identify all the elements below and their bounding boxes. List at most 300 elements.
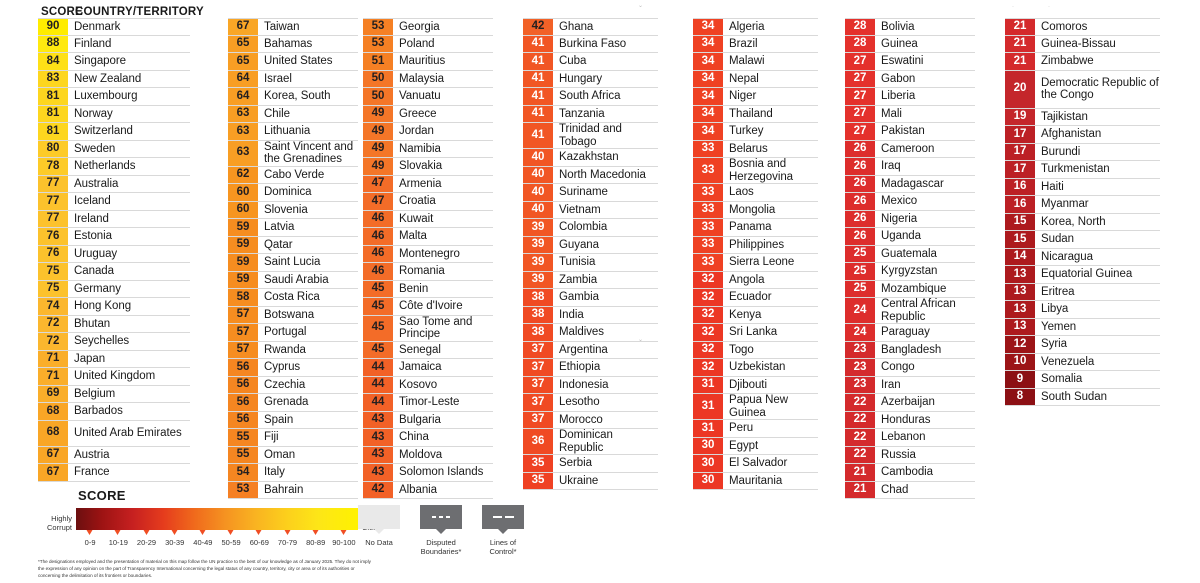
- table-row[interactable]: [845, 324, 975, 342]
- table-row[interactable]: [845, 482, 975, 500]
- swatch-label-disputed: Disputed Boundaries*: [420, 538, 462, 556]
- score-column-6: [845, 0, 975, 499]
- table-row[interactable]: [1005, 301, 1160, 319]
- table-row[interactable]: [363, 106, 493, 124]
- table-row[interactable]: [693, 307, 818, 325]
- score-cell: 22: [845, 447, 875, 464]
- table-row[interactable]: [845, 193, 975, 211]
- table-row[interactable]: [38, 447, 190, 465]
- table-row[interactable]: [845, 246, 975, 264]
- table-row[interactable]: [1005, 161, 1160, 179]
- table-row[interactable]: [363, 377, 493, 395]
- table-row[interactable]: [1005, 144, 1160, 162]
- table-row[interactable]: [363, 359, 493, 377]
- score-cell: 34: [693, 53, 723, 70]
- table-row[interactable]: [523, 394, 658, 412]
- table-row[interactable]: [38, 106, 190, 124]
- country-cell: Uganda: [881, 230, 921, 243]
- country-cell: Bahrain: [264, 483, 304, 496]
- country-cell: Guinea-Bissau: [1041, 37, 1116, 50]
- country-cell: Eritrea: [1041, 285, 1075, 298]
- country-cell: Oman: [264, 448, 296, 461]
- score-cell: 34: [693, 36, 723, 53]
- table-row[interactable]: [693, 71, 818, 89]
- country-cell: Slovakia: [399, 160, 443, 173]
- table-row[interactable]: [523, 202, 658, 220]
- table-row[interactable]: [228, 53, 358, 71]
- disputed-boundaries-icon: [420, 505, 462, 529]
- legend-tick: [256, 530, 262, 535]
- country-cell: Guatemala: [881, 247, 937, 260]
- table-row[interactable]: [38, 351, 190, 369]
- table-row[interactable]: [228, 307, 358, 325]
- country-cell: Trinidad and Tobago: [559, 123, 622, 148]
- table-row[interactable]: [845, 36, 975, 54]
- table-row[interactable]: [845, 377, 975, 395]
- score-cell: 13: [1005, 284, 1035, 301]
- score-cell: 81: [38, 106, 68, 123]
- country-cell: Uruguay: [74, 247, 118, 260]
- legend-tick-label: 10-19: [108, 538, 128, 547]
- table-row[interactable]: [38, 228, 190, 246]
- table-row[interactable]: [228, 429, 358, 447]
- table-row[interactable]: [693, 219, 818, 237]
- table-row[interactable]: [1005, 266, 1160, 284]
- table-row[interactable]: [523, 53, 658, 71]
- table-row[interactable]: [38, 316, 190, 334]
- score-cell: 41: [523, 36, 553, 53]
- table-row[interactable]: [1005, 126, 1160, 144]
- table-row[interactable]: [1005, 336, 1160, 354]
- table-row[interactable]: [363, 123, 493, 141]
- score-cell: 26: [845, 158, 875, 175]
- table-row[interactable]: [845, 141, 975, 159]
- table-row[interactable]: [363, 246, 493, 264]
- score-cell: 9: [1005, 371, 1035, 388]
- table-row[interactable]: [228, 272, 358, 290]
- table-row[interactable]: [1005, 18, 1160, 36]
- table-row[interactable]: [38, 281, 190, 299]
- table-row[interactable]: [228, 184, 358, 202]
- table-row[interactable]: [363, 53, 493, 71]
- table-row[interactable]: [845, 123, 975, 141]
- score-cell: 57: [228, 307, 258, 324]
- country-cell: Israel: [264, 72, 292, 85]
- score-cell: 13: [1005, 319, 1035, 336]
- score-cell: 27: [845, 106, 875, 123]
- score-cell: 40: [523, 184, 553, 201]
- score-cell: 50: [363, 88, 393, 105]
- table-row[interactable]: [693, 455, 818, 473]
- score-cell: 44: [363, 377, 393, 394]
- country-cell: Costa Rica: [264, 291, 320, 304]
- score-cell: 40: [523, 202, 553, 219]
- table-row[interactable]: [523, 106, 658, 124]
- score-cell: 36: [523, 429, 553, 454]
- table-row[interactable]: [523, 412, 658, 430]
- table-row[interactable]: [693, 359, 818, 377]
- table-row[interactable]: [523, 272, 658, 290]
- country-cell: Algeria: [729, 20, 765, 33]
- score-rows: [228, 18, 358, 499]
- table-row[interactable]: [228, 88, 358, 106]
- table-row[interactable]: [363, 228, 493, 246]
- table-row[interactable]: [1005, 214, 1160, 232]
- table-row[interactable]: [363, 193, 493, 211]
- table-row[interactable]: [228, 141, 358, 167]
- table-row[interactable]: [228, 71, 358, 89]
- country-cell: Vietnam: [559, 203, 601, 216]
- country-cell: Norway: [74, 107, 113, 120]
- table-row[interactable]: [693, 88, 818, 106]
- decorative-mark-4: ⌄: [638, 337, 644, 343]
- table-row[interactable]: [523, 289, 658, 307]
- table-row[interactable]: [38, 71, 190, 89]
- table-row[interactable]: [228, 447, 358, 465]
- country-cell: Togo: [729, 343, 754, 356]
- score-cell: 81: [38, 88, 68, 105]
- table-row[interactable]: [363, 158, 493, 176]
- table-row[interactable]: [845, 447, 975, 465]
- country-cell: Singapore: [74, 55, 126, 68]
- table-row[interactable]: [693, 18, 818, 36]
- table-row[interactable]: [693, 254, 818, 272]
- table-row[interactable]: [363, 298, 493, 316]
- table-row[interactable]: [693, 342, 818, 360]
- table-row[interactable]: [363, 429, 493, 447]
- country-cell: Turkey: [729, 125, 764, 138]
- table-row[interactable]: [363, 71, 493, 89]
- table-row[interactable]: [38, 386, 190, 404]
- table-row[interactable]: [523, 455, 658, 473]
- score-cell: 59: [228, 254, 258, 271]
- country-cell: Tunisia: [559, 256, 596, 269]
- table-row[interactable]: [1005, 249, 1160, 267]
- table-row[interactable]: [228, 289, 358, 307]
- score-cell: 58: [228, 289, 258, 306]
- table-row[interactable]: [228, 123, 358, 141]
- country-cell: Turkmenistan: [1041, 163, 1110, 176]
- table-row[interactable]: [228, 324, 358, 342]
- score-cell: 30: [693, 473, 723, 490]
- table-row[interactable]: [523, 167, 658, 185]
- score-cell: 21: [1005, 36, 1035, 53]
- score-cell: 37: [523, 412, 553, 429]
- score-cell: 26: [845, 211, 875, 228]
- legend-tick: [115, 530, 121, 535]
- score-cell: 34: [693, 19, 723, 35]
- score-cell: 17: [1005, 161, 1035, 178]
- table-row[interactable]: [693, 420, 818, 438]
- country-cell: Morocco: [559, 413, 603, 426]
- table-row[interactable]: [1005, 284, 1160, 302]
- country-cell: Korea, South: [264, 90, 331, 103]
- table-row[interactable]: [845, 298, 975, 324]
- table-row[interactable]: [228, 254, 358, 272]
- table-row[interactable]: [845, 71, 975, 89]
- score-cell: 26: [845, 228, 875, 245]
- swatch-label-no-data: No Data: [365, 538, 393, 547]
- table-row[interactable]: [38, 464, 190, 482]
- table-row[interactable]: [228, 18, 358, 36]
- score-cell: 34: [693, 106, 723, 123]
- table-row[interactable]: [1005, 179, 1160, 197]
- table-row[interactable]: [1005, 109, 1160, 127]
- table-row[interactable]: [1005, 53, 1160, 71]
- table-row[interactable]: [845, 394, 975, 412]
- table-row[interactable]: [845, 342, 975, 360]
- score-cell: 64: [228, 71, 258, 88]
- table-row[interactable]: [228, 237, 358, 255]
- table-row[interactable]: [845, 228, 975, 246]
- table-row[interactable]: [38, 421, 190, 447]
- score-cell: 65: [228, 36, 258, 53]
- country-cell: Cameroon: [881, 142, 935, 155]
- table-row[interactable]: [523, 71, 658, 89]
- score-cell: 14: [1005, 249, 1035, 266]
- swatch-lines-of-control: [479, 505, 527, 556]
- table-row[interactable]: [1005, 36, 1160, 54]
- country-cell: Cyprus: [264, 361, 301, 374]
- country-cell: Nigeria: [881, 212, 918, 225]
- table-row[interactable]: [845, 158, 975, 176]
- table-row[interactable]: [693, 123, 818, 141]
- table-row[interactable]: [693, 106, 818, 124]
- table-row[interactable]: [363, 211, 493, 229]
- table-row[interactable]: [693, 324, 818, 342]
- table-row[interactable]: [845, 18, 975, 36]
- table-row[interactable]: [38, 211, 190, 229]
- table-row[interactable]: [845, 53, 975, 71]
- table-row[interactable]: [693, 377, 818, 395]
- table-row[interactable]: [363, 394, 493, 412]
- country-cell: Luxembourg: [74, 90, 138, 103]
- table-row[interactable]: [523, 254, 658, 272]
- table-row[interactable]: [523, 219, 658, 237]
- table-row[interactable]: [693, 184, 818, 202]
- table-row[interactable]: [38, 141, 190, 159]
- legend-tick-label: 60-69: [249, 538, 269, 547]
- table-row[interactable]: [845, 211, 975, 229]
- country-cell: Bosnia and Herzegovina: [729, 158, 794, 183]
- table-row[interactable]: [693, 202, 818, 220]
- table-row[interactable]: [693, 158, 818, 184]
- table-row[interactable]: [38, 403, 190, 421]
- country-cell: Austria: [74, 448, 110, 461]
- score-cell: 25: [845, 246, 875, 263]
- table-row[interactable]: [38, 53, 190, 71]
- table-row[interactable]: [693, 394, 818, 420]
- score-cell: 33: [693, 184, 723, 201]
- score-cell: 90: [38, 19, 68, 35]
- table-row[interactable]: [1005, 354, 1160, 372]
- table-row[interactable]: [845, 88, 975, 106]
- table-row[interactable]: [693, 141, 818, 159]
- score-cell: 47: [363, 176, 393, 193]
- country-cell: Kazakhstan: [559, 151, 619, 164]
- table-row[interactable]: [363, 176, 493, 194]
- table-row[interactable]: [523, 123, 658, 149]
- score-cell: 53: [363, 19, 393, 35]
- score-cell: 33: [693, 158, 723, 183]
- score-cell: 34: [693, 123, 723, 140]
- table-row[interactable]: [363, 18, 493, 36]
- table-row[interactable]: [363, 281, 493, 299]
- table-row[interactable]: [363, 342, 493, 360]
- table-row[interactable]: [228, 464, 358, 482]
- score-cell: 49: [363, 123, 393, 140]
- table-row[interactable]: [523, 149, 658, 167]
- table-row[interactable]: [1005, 231, 1160, 249]
- country-cell: Myanmar: [1041, 198, 1089, 211]
- table-row[interactable]: [363, 316, 493, 342]
- country-cell: Gambia: [559, 291, 599, 304]
- score-cell: 41: [523, 53, 553, 70]
- table-row[interactable]: [845, 464, 975, 482]
- table-row[interactable]: [693, 289, 818, 307]
- table-row[interactable]: [38, 263, 190, 281]
- table-row[interactable]: [38, 193, 190, 211]
- table-row[interactable]: [363, 36, 493, 54]
- table-row[interactable]: [523, 377, 658, 395]
- score-cell: 21: [1005, 19, 1035, 35]
- table-row[interactable]: [38, 158, 190, 176]
- table-row[interactable]: [845, 429, 975, 447]
- score-cell: 60: [228, 184, 258, 201]
- table-row[interactable]: [523, 359, 658, 377]
- country-cell: Mongolia: [729, 203, 776, 216]
- table-row[interactable]: [845, 412, 975, 430]
- table-row[interactable]: [523, 342, 658, 360]
- table-row[interactable]: [845, 281, 975, 299]
- table-row[interactable]: [38, 18, 190, 36]
- table-row[interactable]: [363, 412, 493, 430]
- score-cell: 80: [38, 141, 68, 158]
- score-cell: 56: [228, 412, 258, 429]
- table-row[interactable]: [228, 167, 358, 185]
- table-row[interactable]: [38, 333, 190, 351]
- score-cell: 49: [363, 106, 393, 123]
- country-cell: Guyana: [559, 238, 599, 251]
- table-row[interactable]: [693, 438, 818, 456]
- table-row[interactable]: [38, 36, 190, 54]
- table-row[interactable]: [228, 219, 358, 237]
- table-row[interactable]: [228, 342, 358, 360]
- score-column-7: [1005, 0, 1160, 406]
- table-row[interactable]: [523, 429, 658, 455]
- country-cell: Thailand: [729, 107, 773, 120]
- table-row[interactable]: [38, 368, 190, 386]
- score-cell: 24: [845, 298, 875, 323]
- table-row[interactable]: [523, 184, 658, 202]
- table-row[interactable]: [38, 298, 190, 316]
- legend-tick-label: 90-100: [332, 538, 356, 547]
- table-row[interactable]: [363, 141, 493, 159]
- table-row[interactable]: [693, 53, 818, 71]
- table-row[interactable]: [845, 359, 975, 377]
- score-cell: 17: [1005, 144, 1035, 161]
- table-row[interactable]: [1005, 196, 1160, 214]
- table-row[interactable]: [363, 447, 493, 465]
- country-cell: Azerbaijan: [881, 396, 935, 409]
- score-cell: 59: [228, 272, 258, 289]
- country-cell: Australia: [74, 177, 119, 190]
- table-row[interactable]: [693, 272, 818, 290]
- table-row[interactable]: [845, 263, 975, 281]
- table-row[interactable]: [693, 473, 818, 491]
- table-row[interactable]: [228, 36, 358, 54]
- table-row[interactable]: [228, 412, 358, 430]
- country-cell: Maldives: [559, 326, 604, 339]
- table-row[interactable]: [693, 237, 818, 255]
- legend-swatches: [355, 505, 527, 556]
- table-row[interactable]: [845, 176, 975, 194]
- country-cell: Democratic Republic of the Congo: [1041, 76, 1159, 101]
- country-cell: Bahamas: [264, 37, 313, 50]
- country-cell: Jamaica: [399, 361, 442, 374]
- country-cell: Lebanon: [881, 431, 926, 444]
- table-row[interactable]: [228, 394, 358, 412]
- table-row[interactable]: [38, 123, 190, 141]
- table-row[interactable]: [523, 307, 658, 325]
- table-row[interactable]: [1005, 371, 1160, 389]
- table-row[interactable]: [1005, 71, 1160, 109]
- table-row[interactable]: [1005, 319, 1160, 337]
- table-row[interactable]: [38, 88, 190, 106]
- country-cell: Côte d'Ivoire: [399, 300, 463, 313]
- country-cell: Cuba: [559, 55, 587, 68]
- table-row[interactable]: [523, 88, 658, 106]
- country-cell: Ukraine: [559, 474, 599, 487]
- table-row[interactable]: [523, 36, 658, 54]
- score-cell: 35: [523, 473, 553, 490]
- table-row[interactable]: [228, 106, 358, 124]
- table-row[interactable]: [845, 106, 975, 124]
- table-row[interactable]: [693, 36, 818, 54]
- score-cell: 37: [523, 359, 553, 376]
- country-cell: Nicaragua: [1041, 250, 1093, 263]
- score-cell: 78: [38, 158, 68, 175]
- table-row[interactable]: [228, 377, 358, 395]
- country-cell: Iraq: [881, 160, 901, 173]
- score-cell: 27: [845, 53, 875, 70]
- country-cell: Chile: [264, 107, 290, 120]
- country-cell: Iran: [881, 378, 901, 391]
- table-row[interactable]: [363, 464, 493, 482]
- score-cell: 38: [523, 307, 553, 324]
- country-cell: Madagascar: [881, 177, 944, 190]
- table-row[interactable]: [363, 88, 493, 106]
- country-cell: Central African Republic: [881, 298, 956, 323]
- country-cell: Solomon Islands: [399, 466, 484, 479]
- country-cell: Equatorial Guinea: [1041, 268, 1133, 281]
- no-data-icon: [358, 505, 400, 529]
- table-row[interactable]: [38, 176, 190, 194]
- score-column-4: [523, 0, 658, 490]
- table-row[interactable]: [523, 237, 658, 255]
- table-row[interactable]: [1005, 389, 1160, 407]
- score-cell: 39: [523, 219, 553, 236]
- table-row[interactable]: [228, 202, 358, 220]
- table-row[interactable]: [228, 359, 358, 377]
- legend-tick-label: 0-9: [84, 538, 96, 547]
- country-cell: Bhutan: [74, 317, 111, 330]
- table-row[interactable]: [38, 246, 190, 264]
- legend-title: SCORE: [78, 488, 126, 503]
- table-row[interactable]: [363, 263, 493, 281]
- table-row[interactable]: [523, 18, 658, 36]
- country-cell: Canada: [74, 265, 114, 278]
